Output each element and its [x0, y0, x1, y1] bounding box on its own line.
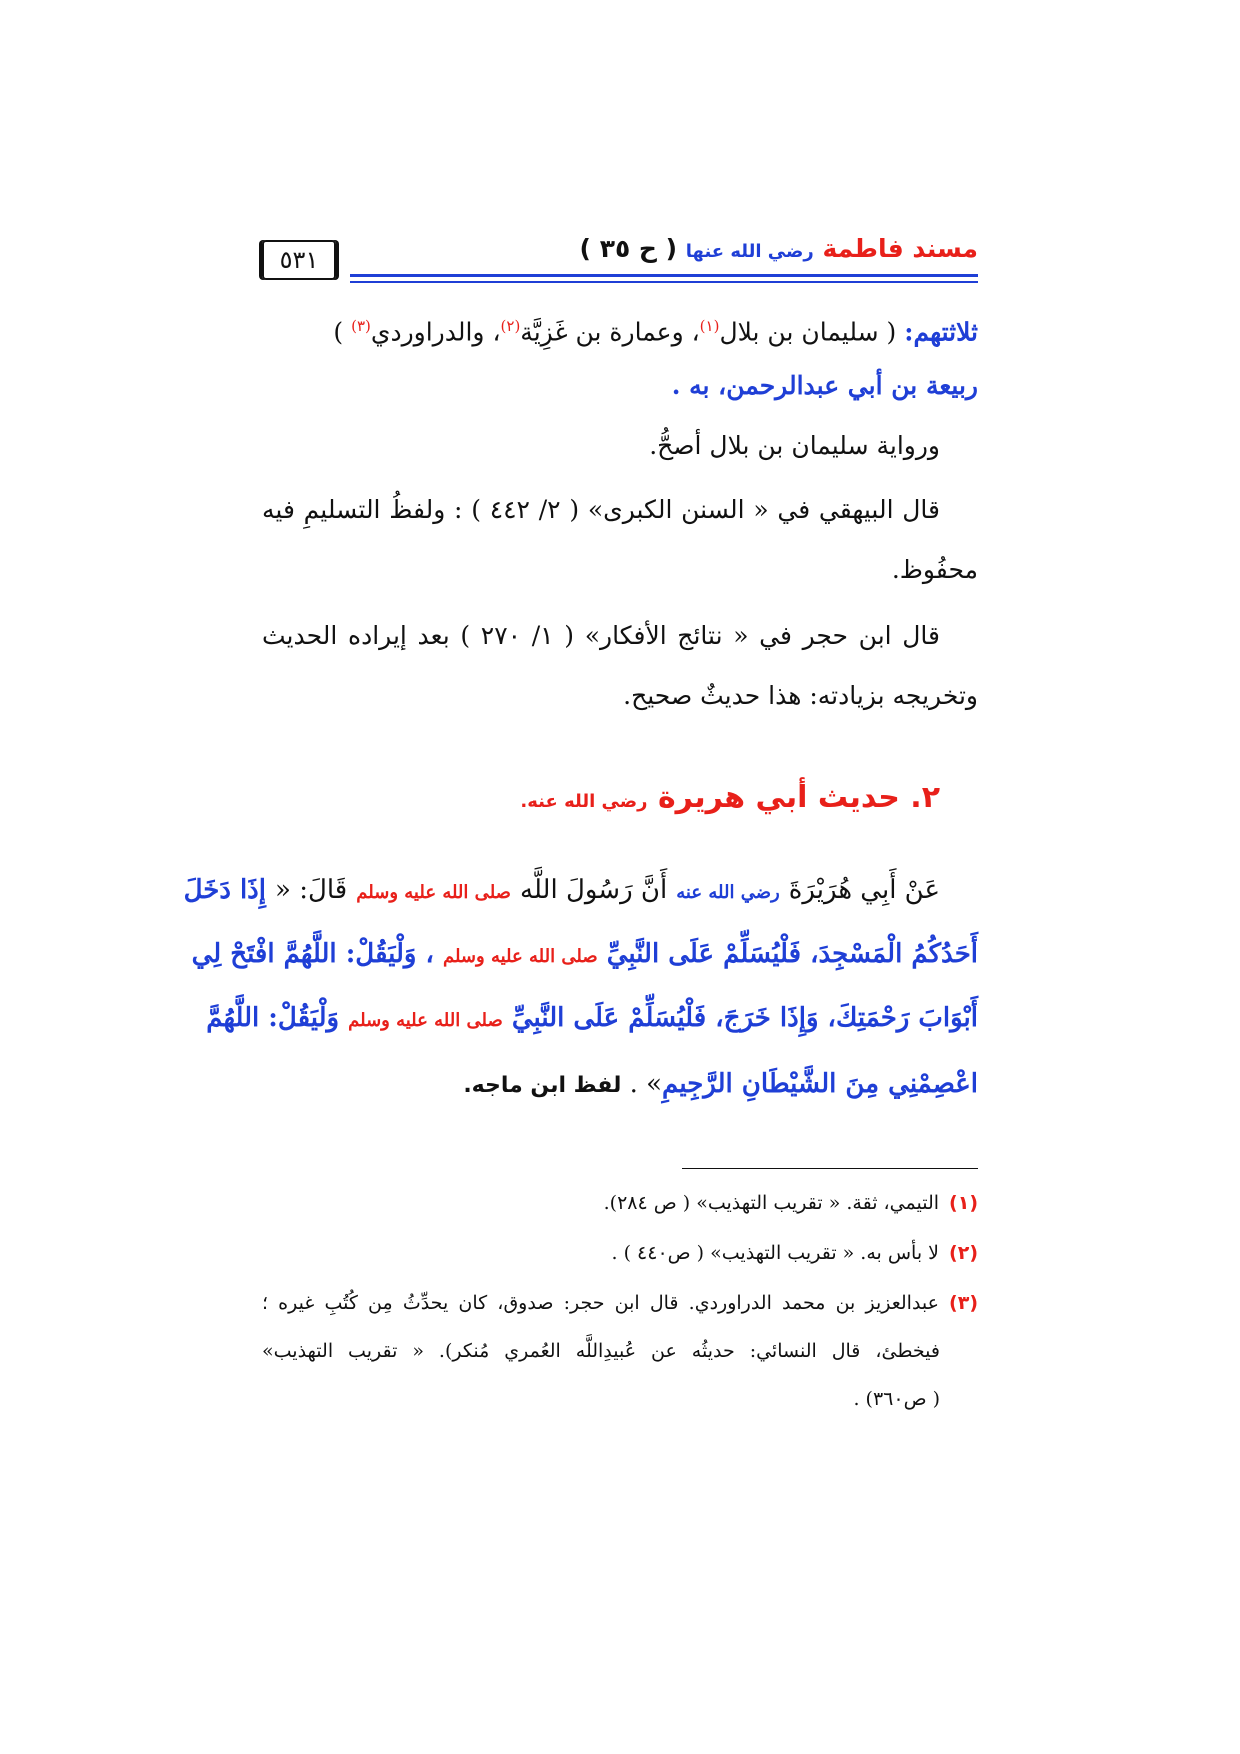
- footnote-ref-3[interactable]: (٣): [351, 317, 371, 335]
- section-number: ٢.: [910, 780, 940, 815]
- body-line-3: ورواية سليمان بن بلال أصحُّ.: [649, 431, 940, 460]
- source-note: لفظ ابن ماجه.: [463, 1073, 622, 1098]
- footnote-ref-1[interactable]: (١): [699, 317, 720, 335]
- hadith-quote: أَبْوَابَ رَحْمَتِكَ، وَإِذَا خَرَجَ، فَلْيُسَلِّمْ عَلَى النَّبِيِّ: [511, 1003, 978, 1033]
- running-header: [580, 234, 978, 263]
- header-rule: [350, 274, 978, 277]
- narrators-lead: ثلاثتهم:: [904, 317, 978, 347]
- page-number: ٥٣١: [262, 240, 336, 280]
- body-text: ): [333, 317, 344, 347]
- header-rule-secondary: [350, 281, 978, 283]
- footnote-text: التيمي، ثقة. « تقريب التهذيب» ( ص ٢٨٤).: [603, 1192, 940, 1214]
- honorific: صلى الله عليه وسلم: [356, 882, 511, 903]
- hadith-quote: وَلْيَقُلْ: اللَّهُمَّ: [206, 1003, 340, 1033]
- footnote-3-line-2: فيخطئ، قال النسائي: حديثُه عن عُبيدِاللَّه العُمري مُنكر). « تقريب التهذيب»: [262, 1340, 940, 1362]
- section-heading: [520, 780, 940, 815]
- body-line-4: قال البيهقي في « السنن الكبرى» ( ٢/ ٤٤٢ ) : ولفظُ التسليمِ فيه: [262, 495, 941, 524]
- header-title: مسند فاطمة: [822, 234, 978, 263]
- footnote-number: (٣): [949, 1292, 978, 1314]
- footnote-3-line-3: ( ص٣٦٠) .: [853, 1388, 940, 1410]
- body-line-1: [333, 306, 978, 352]
- footnote-text: لا بأس به. « تقريب التهذيب» ( ص٤٤٠ ) .: [611, 1242, 940, 1264]
- section-honorific: رضي الله عنه.: [520, 791, 648, 812]
- body-text: ، والدراوردي: [370, 317, 501, 347]
- footnote-2: [612, 1238, 978, 1268]
- body-line-7: وتخريجه بزيادته: هذا حديثٌ صحيح.: [623, 681, 978, 710]
- honorific: رضي الله عنه: [676, 882, 780, 903]
- body-line-2: ربيعة بن أبي عبدالرحمن، به .: [671, 371, 978, 400]
- hadith-text: » .: [629, 1069, 663, 1099]
- footnote-rule: [682, 1168, 978, 1169]
- hadith-line-2: [191, 934, 978, 977]
- hadith-line-1: [183, 870, 940, 913]
- hadith-text: أَنَّ رَسُولَ اللَّه: [520, 875, 668, 905]
- hadith-line-4: [463, 1064, 978, 1106]
- hadith-text: قَالَ: «: [275, 875, 348, 905]
- hadith-line-3: [206, 998, 978, 1041]
- body-text: ، وعمارة بن غَزِيَّة: [520, 317, 700, 347]
- footnote-ref-2[interactable]: (٢): [500, 317, 521, 335]
- body-line-5: محفُوظ.: [891, 555, 978, 584]
- header-honorific: رضي الله عنها: [685, 241, 814, 262]
- footnote-number: (١): [949, 1192, 978, 1214]
- footnote-text: عبدالعزيز بن محمد الدراوردي. قال ابن حجر: صدوق، كان يحدِّثُ مِن كُتُبِ غيره ؛: [262, 1292, 940, 1314]
- hadith-quote: أَحَدُكُمُ الْمَسْجِدَ، فَلْيُسَلِّمْ عَلَى النَّبِيِّ: [606, 939, 978, 969]
- section-title: حديث أبي هريرة: [657, 780, 900, 815]
- body-line-6: قال ابن حجر في « نتائج الأفكار» ( ١/ ٢٧٠ ) بعد إيراده الحديث: [262, 621, 941, 650]
- footnote-number: (٢): [949, 1242, 978, 1264]
- hadith-quote: إِذَا دَخَلَ: [183, 875, 266, 905]
- honorific: صلى الله عليه وسلم: [442, 946, 598, 967]
- hadith-quote: اعْصِمْنِي مِنَ الشَّيْطَانِ الرَّجِيمِ: [662, 1069, 978, 1099]
- hadith-text: عَنْ أَبِي هُرَيْرَةَ: [788, 875, 940, 905]
- header-hadith-ref: ( ح ٣٥ ): [579, 234, 678, 263]
- hadith-quote: ، وَلْيَقُلْ: اللَّهُمَّ افْتَحْ لِي: [191, 939, 434, 969]
- honorific: صلى الله عليه وسلم: [348, 1010, 503, 1031]
- body-text: ( سليمان بن بلال: [719, 317, 897, 347]
- footnote-3: [262, 1288, 978, 1318]
- footnote-1: [604, 1188, 978, 1218]
